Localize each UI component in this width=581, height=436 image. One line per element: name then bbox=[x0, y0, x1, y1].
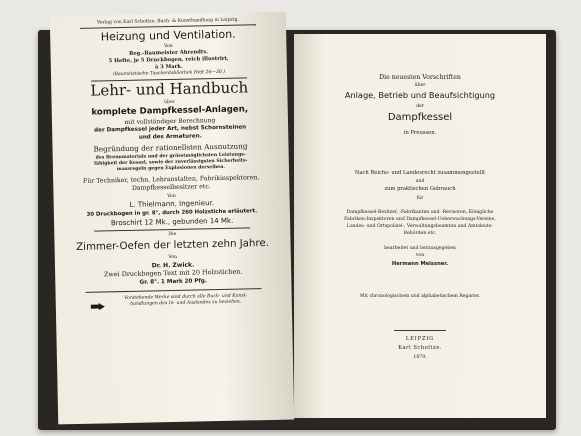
divider bbox=[86, 288, 262, 293]
details-zimmeroefen: Zwei Druckbogen Text mit 20 Holzstichen. bbox=[103, 267, 243, 279]
divider bbox=[394, 330, 446, 331]
place-label: LEIPZIG bbox=[405, 336, 435, 342]
desc-line: mit vollständiger Berechnung bbox=[124, 117, 216, 126]
title-lehrbuch: Lehr- und Handbuch bbox=[90, 78, 249, 100]
subtitle-line: und bbox=[415, 179, 425, 184]
desc-line: massregeln gegen Explosionen derselben. bbox=[116, 164, 226, 173]
title-line: Die neuesten Vorschriften bbox=[379, 74, 461, 81]
author-intro: Von bbox=[164, 43, 173, 50]
subtitle-line: für bbox=[416, 196, 424, 201]
publisher-line: Verlag von Karl Scholtze, Buch- & Kunsthandlung in Leipzig. bbox=[96, 17, 239, 26]
publisher-label: Karl Scholtze. bbox=[398, 345, 442, 351]
price-lehrbuch: Broschirt 12 Mk., gebunden 14 Mk. bbox=[110, 216, 234, 228]
author-thielmann: L. Thielmann, Ingenieur. bbox=[129, 199, 215, 209]
title-heizung: Heizung und Ventilation. bbox=[100, 27, 236, 44]
desc-line: des Brennmaterials und der grösstmöglichsten Leistungs- bbox=[95, 152, 246, 161]
footer-line: Vorstehende Werke sind durch alle Buch- und Kunst- bbox=[124, 293, 248, 302]
editor-name: Hermann Meissner. bbox=[391, 261, 449, 267]
details-heizung: 5 Hefte, je 5 Druckbogen, reich illustrirt, bbox=[108, 55, 229, 65]
audience-line: Behörden etc. bbox=[403, 231, 437, 236]
subtitle-dampfkessel: komplete Dampfkessel-Anlagen, bbox=[91, 104, 249, 118]
die-label: Die bbox=[168, 231, 177, 238]
title-main: Anlage, Betrieb und Beaufsichtigung bbox=[344, 90, 496, 100]
desc-line: Begründung der rationellsten Ausnutzung bbox=[93, 141, 248, 154]
subtitle-line: zum praktischen Gebrauch bbox=[384, 186, 456, 192]
author-intro: Von bbox=[167, 193, 176, 200]
subtitle-line: Nach Reichs- und Landesrecht zusammengestellt bbox=[354, 170, 486, 176]
series-heizung: (Baumeistische Taschenbibliothek Heft 26—30.) bbox=[112, 69, 226, 78]
price-heizung: à 3 Mark. bbox=[154, 63, 183, 71]
title-line: in Preussen. bbox=[403, 130, 437, 136]
footer-line: handlungen des In- und Auslandes zu beziehen. bbox=[130, 299, 242, 307]
audience-line: Fabriken-Inspektoren und Dampfkessel-Ueberwachungs-Vereine, bbox=[344, 217, 496, 222]
title-dampfkessel: Dampfkessel bbox=[387, 112, 453, 123]
audience-line: Für Techniker, techn. Lehranstalten, Fabrikinspektoren, bbox=[82, 174, 260, 185]
uber-label: über bbox=[164, 99, 176, 106]
register-note: Mit chronologischem und alphabetischem Register. bbox=[360, 294, 480, 299]
desc-line: fähigkeit der Kessel, sowie der zuverlässigsten Sicherheits- bbox=[94, 158, 248, 167]
editor-line: bearbeitet und herausgegeben bbox=[384, 246, 456, 251]
desc-line: und des Armaturen. bbox=[138, 133, 202, 141]
price-zimmeroefen: Gr. 8°. 1 Mark 20 Pfg. bbox=[139, 278, 208, 286]
editor-line: von bbox=[415, 253, 425, 258]
left-page bbox=[50, 12, 294, 425]
author-zwick: Dr. H. Zwick. bbox=[151, 261, 195, 270]
desc-line: der Dampfkessel jeder Art, nebst Schornsteinen bbox=[94, 124, 247, 134]
title-zimmeroefen: Zimmer-Oefen der letzten zehn Jahre. bbox=[76, 237, 270, 254]
right-page bbox=[294, 34, 546, 418]
details-lehrbuch: 30 Druckbogen in gr. 8°, durch 260 Holzstiche erläutert. bbox=[86, 208, 258, 218]
author-ahrendts: Reg.-Baumeister Ahrendts. bbox=[128, 49, 209, 57]
title-line: der bbox=[416, 104, 424, 109]
year-label: 1879. bbox=[413, 355, 427, 360]
audience-line: Landes- und Ortspolizei-, Verwaltungsbeamten und Amtsleute- bbox=[346, 224, 494, 229]
title-line: über bbox=[414, 83, 426, 88]
audience-line: Dampfkessel-Besitzer, -Fabrikanten und -Revisoren, Königliche bbox=[346, 210, 494, 215]
author-intro: Von bbox=[168, 254, 178, 261]
audience-line: Dampfkesselbesitzer etc. bbox=[131, 183, 211, 192]
